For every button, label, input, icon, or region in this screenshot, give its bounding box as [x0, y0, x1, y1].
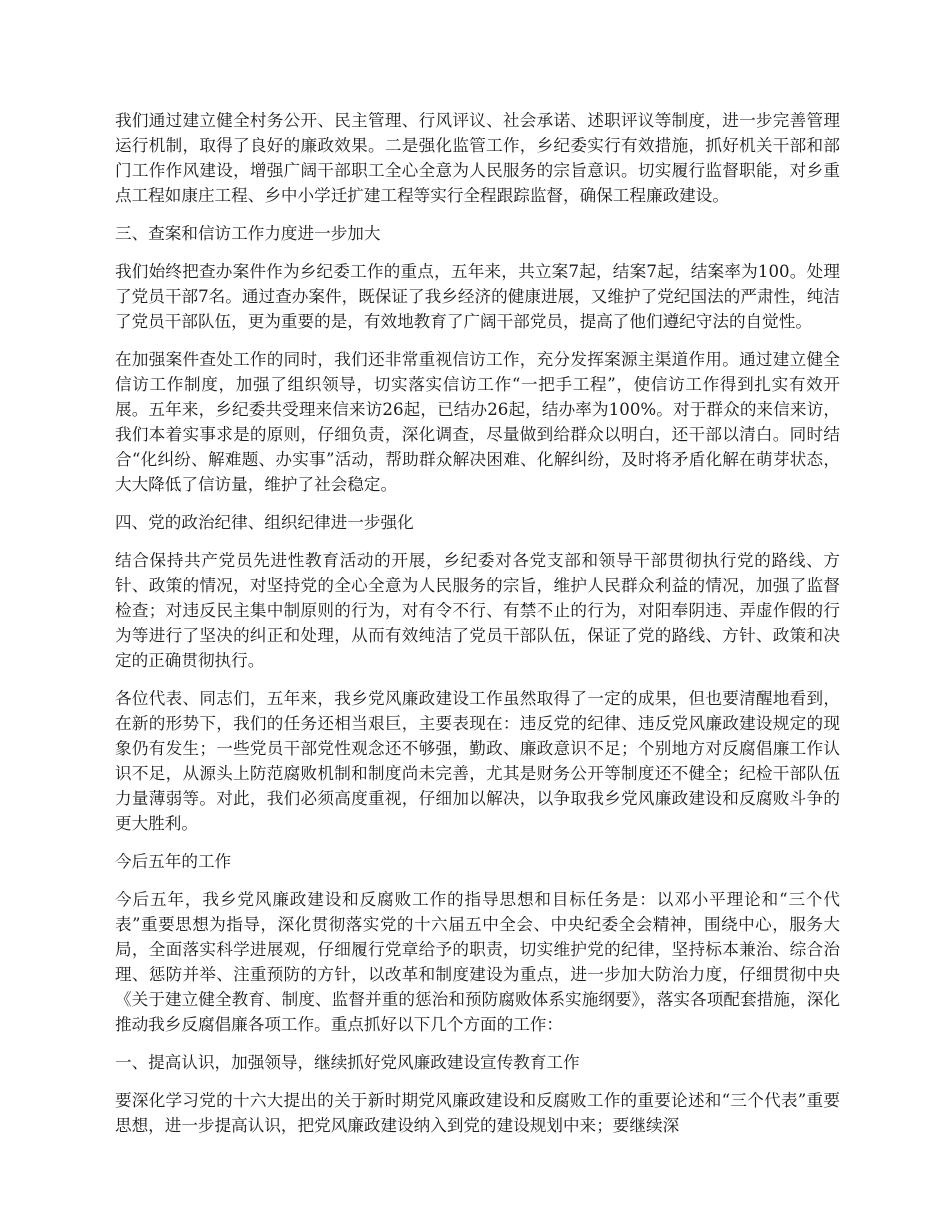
- section-heading-future-work: 今后五年的工作: [115, 852, 232, 871]
- paragraph-guiding-thought: 今后五年，我乡党风廉政建设和反腐败工作的指导思想和目标任务是：以邓小平理论和“三个代表”重要思想为指导，深化贯彻落实党的十六届五中全会、中央纪委全会精神，围绕中心，服务大局，全面落实科学进展观，仔细履行党章给予的职责，切实维护党的纪律，坚持标本兼治、综合治理、惩防并举、注重预防的方针，以改革和制度建设为重点，进一步加大防治力度，仔细贯彻中央《关于建立健全教育、制度、监督并重的惩治和预防腐败体系实施纲要》，落实各项配套措施，深化推动我乡反腐倡廉各项工作。重点抓好以下几个方面的工作：: [115, 890, 840, 1034]
- document-page: [115, 108, 840, 1151]
- paragraph-case-handling: 我们始终把查办案件作为乡纪委工作的重点，五年来，共立案7起，结案7起，结案率为100。处理了党员干部7名。通过查办案件，既保证了我乡经济的健康进展，又维护了党纪国法的严肃性，纯洁了党员干部队伍，更为重要的是，有效地教育了广阔干部党员，提高了他们遵纪守法的自觉性。: [115, 262, 840, 331]
- paragraph-problems: 各位代表、同志们，五年来，我乡党风廉政建设工作虽然取得了一定的成果，但也要清醒地看到，在新的形势下，我们的任务还相当艰巨，主要表现在：违反党的纪律、违反党风廉政建设规定的现象仍有发生；一些党员干部党性观念还不够强，勤政、廉政意识不足；个别地方对反腐倡廉工作认识不足，从源头上防范腐败机制和制度尚未完善，尤其是财务公开等制度还不健全；纪检干部队伍力量薄弱等。对此，我们必须高度重视，仔细加以解决，以争取我乡党风廉政建设和反腐败斗争的更大胜利。: [115, 689, 840, 833]
- paragraph-petitions: 在加强案件查处工作的同时，我们还非常重视信访工作，充分发挥案源主渠道作用。通过建立健全信访工作制度，加强了组织领导，切实落实信访工作“一把手工程”，使信访工作得到扎实有效开展。五年来，乡纪委共受理来信来访26起，已结办26起，结办率为100%。对于群众的来信来访，我们本着实事求是的原则，仔细负责，深化调查，尽量做到给群众以明白，还干部以清白。同时结合“化纠纷、解难题、办实事”活动，帮助群众解决困难、化解纠纷，及时将矛盾化解在萌芽状态，大大降低了信访量，维护了社会稳定。: [115, 350, 840, 494]
- section-heading-case-handling: 三、查案和信访工作力度进一步加大: [115, 224, 381, 243]
- section-heading-awareness: 一、提高认识，加强领导，继续抓好党风廉政建设宣传教育工作: [115, 1053, 580, 1072]
- paragraph-study: 要深化学习党的十六大提出的关于新时期党风廉政建设和反腐败工作的重要论述和“三个代表”重要思想，进一步提高认识，把党风廉政建设纳入到党的建设规划中来；要继续深: [115, 1091, 840, 1135]
- paragraph-discipline: 结合保持共产党员先进性教育活动的开展，乡纪委对各党支部和领导干部贯彻执行党的路线、方针、政策的情况，对坚持党的全心全意为人民服务的宗旨，维护人民群众利益的情况，加强了监督检查；对违反民主集中制原则的行为，对有令不行、有禁不止的行为，对阳奉阴违、弄虚作假的行为等进行了坚决的纠正和处理，从而有效纯洁了党员干部队伍，保证了党的路线、方针、政策和决定的正确贯彻执行。: [115, 551, 840, 670]
- paragraph-supervision: 我们通过建立健全村务公开、民主管理、行风评议、社会承诺、述职评议等制度，进一步完善管理运行机制，取得了良好的廉政效果。二是强化监管工作，乡纪委实行有效措施，抓好机关干部和部门工作作风建设，增强广阔干部职工全心全意为人民服务的宗旨意识。切实履行监督职能，对乡重点工程如康庄工程、乡中小学迁扩建工程等实行全程跟踪监督，确保工程廉政建设。: [115, 111, 840, 205]
- section-heading-discipline: 四、党的政治纪律、组织纪律进一步强化: [115, 513, 414, 532]
